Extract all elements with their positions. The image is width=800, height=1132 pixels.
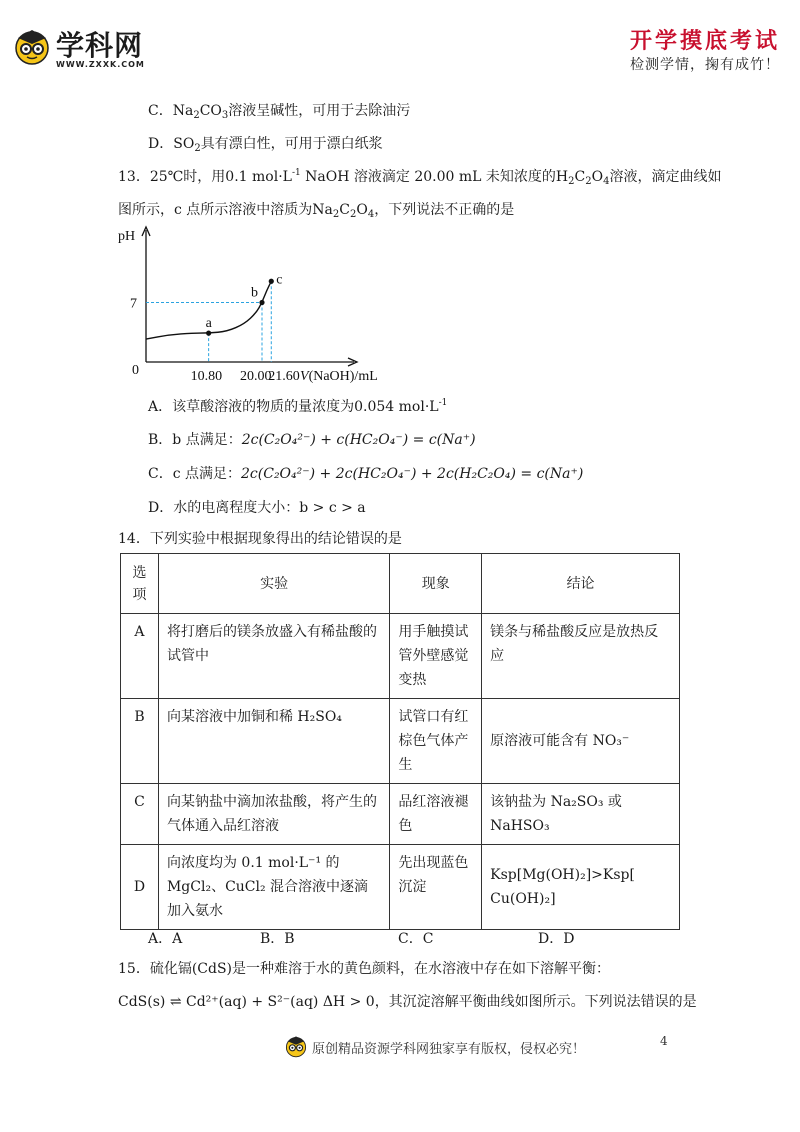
footer-mascot-icon xyxy=(284,1034,308,1058)
q13-stem-line1: 13．25℃时，用0.1 $mol\cdot L^{-1}$ NaOH 溶液滴定 20.00 mL 未知浓度的$H_2C_2O_4$溶液，滴定曲线如 xyxy=(118,168,722,187)
row-conclusion: 镁条与稀盐酸反应是放热反应 xyxy=(482,614,680,699)
row-conclusion: 该钠盐为 Na₂SO₃ 或 NaHSO₃ xyxy=(482,784,680,845)
q13-stem-line2: 图所示，c 点所示溶液中溶质为$Na_2C_2O_4$，下列说法不正确的是 xyxy=(118,202,515,220)
q14-answer-b: B．B xyxy=(260,931,295,947)
q13-option-b: B．b 点满足：2c(C₂O₄²⁻) + c(HC₂O₄⁻) = c(Na⁺) xyxy=(148,432,476,448)
point-label-a: a xyxy=(205,316,212,332)
q13-option-d: D．水的电离程度大小：b > c > a xyxy=(148,500,366,516)
logo-name: 学科网 xyxy=(56,29,144,62)
y-tick-label: 7 xyxy=(130,296,137,312)
site-logo[interactable] xyxy=(12,22,182,74)
y-axis-label: pH xyxy=(118,229,136,244)
slogan-title: 开学摸底考试 xyxy=(629,28,780,54)
row-option: A xyxy=(121,614,159,699)
origin-label: 0 xyxy=(132,363,139,378)
q12-option-d: D．$SO_2$具有漂白性，可用于漂白纸浆 xyxy=(148,136,383,154)
header-conclusion: 结论 xyxy=(482,554,680,614)
point-label-b: b xyxy=(251,285,258,301)
row-experiment: 将打磨后的镁条放盛入有稀盐酸的试管中 xyxy=(158,614,389,699)
point-c xyxy=(269,279,274,284)
row-phenomenon: 试管口有红棕色气体产生 xyxy=(390,699,482,784)
logo-mascot-icon xyxy=(12,26,52,66)
q13-option-c: C．c 点满足：2c(C₂O₄²⁻) + 2c(HC₂O₄⁻) + 2c(H₂C₂O₄) = c(Na⁺) xyxy=(148,466,584,482)
table-row xyxy=(121,699,680,784)
row-phenomenon: 先出现蓝色沉淀 xyxy=(390,845,482,930)
row-option: C xyxy=(121,784,159,845)
q15-stem-line1: 15．硫化镉(CdS)是一种难溶于水的黄色颜料，在水溶液中存在如下溶解平衡： xyxy=(118,961,611,977)
footer-copyright: 原创精品资源学科网独家享有版权，侵权必究！ xyxy=(312,1042,586,1057)
titration-curve-chart xyxy=(118,222,408,392)
q12-option-c: C．$Na_2CO_3$溶液呈碱性，可用于去除油污 xyxy=(148,103,411,121)
header-phenomenon: 现象 xyxy=(390,554,482,614)
table-row xyxy=(121,614,680,699)
x-tick-label: 10.80 xyxy=(190,369,223,384)
x-tick-label: 21.60 xyxy=(268,369,300,384)
row-experiment: 向浓度均为 0.1 mol·L⁻¹ 的 MgCl₂、CuCl₂ 混合溶液中逐滴加入氨水 xyxy=(158,845,389,930)
row-option: B xyxy=(121,699,159,784)
point-a xyxy=(206,331,211,336)
q15-stem-line2: CdS(s) ⇌ Cd²⁺(aq) + S²⁻(aq) ΔH > 0，其沉淀溶解平衡曲线如图所示。下列说法错误的是 xyxy=(118,994,697,1010)
row-phenomenon: 品红溶液褪色 xyxy=(390,784,482,845)
row-conclusion: 原溶液可能含有 NO₃⁻ xyxy=(482,699,680,784)
q14-answer-a: A．A xyxy=(148,931,183,947)
experiment-table xyxy=(120,553,680,930)
point-label-c: c xyxy=(276,272,283,288)
row-conclusion: Ksp[Mg(OH)₂]>Ksp[ Cu(OH)₂] xyxy=(482,845,680,930)
q13-option-a: A．该草酸溶液的物质的量浓度为0.054 $mol\cdot L^{-1}$ xyxy=(148,398,448,415)
x-axis-label: V(NaOH)/mL xyxy=(300,369,378,384)
row-experiment: 向某溶液中加铜和稀 H₂SO₄ xyxy=(158,699,389,784)
table-row xyxy=(121,845,680,930)
row-option: D xyxy=(121,845,159,930)
table-row xyxy=(121,784,680,845)
header-experiment: 实验 xyxy=(158,554,389,614)
q14-answer-c: C．C xyxy=(398,931,434,947)
logo-url: WWW.ZXXK.COM xyxy=(56,60,145,69)
slogan-subtitle: 检测学情，掬有成竹！ xyxy=(630,57,780,73)
q14-stem: 14．下列实验中根据现象得出的结论错误的是 xyxy=(118,531,402,547)
point-b xyxy=(259,300,264,305)
page-number: 4 xyxy=(660,1034,668,1048)
table-header-row xyxy=(121,554,680,614)
header-option: 选 项 xyxy=(121,554,159,614)
x-tick-label: 20.00 xyxy=(240,369,272,384)
row-phenomenon: 用手触摸试管外壁感觉变热 xyxy=(390,614,482,699)
row-experiment: 向某钠盐中滴加浓盐酸，将产生的气体通入品红溶液 xyxy=(158,784,389,845)
q14-answer-d: D．D xyxy=(538,931,575,947)
